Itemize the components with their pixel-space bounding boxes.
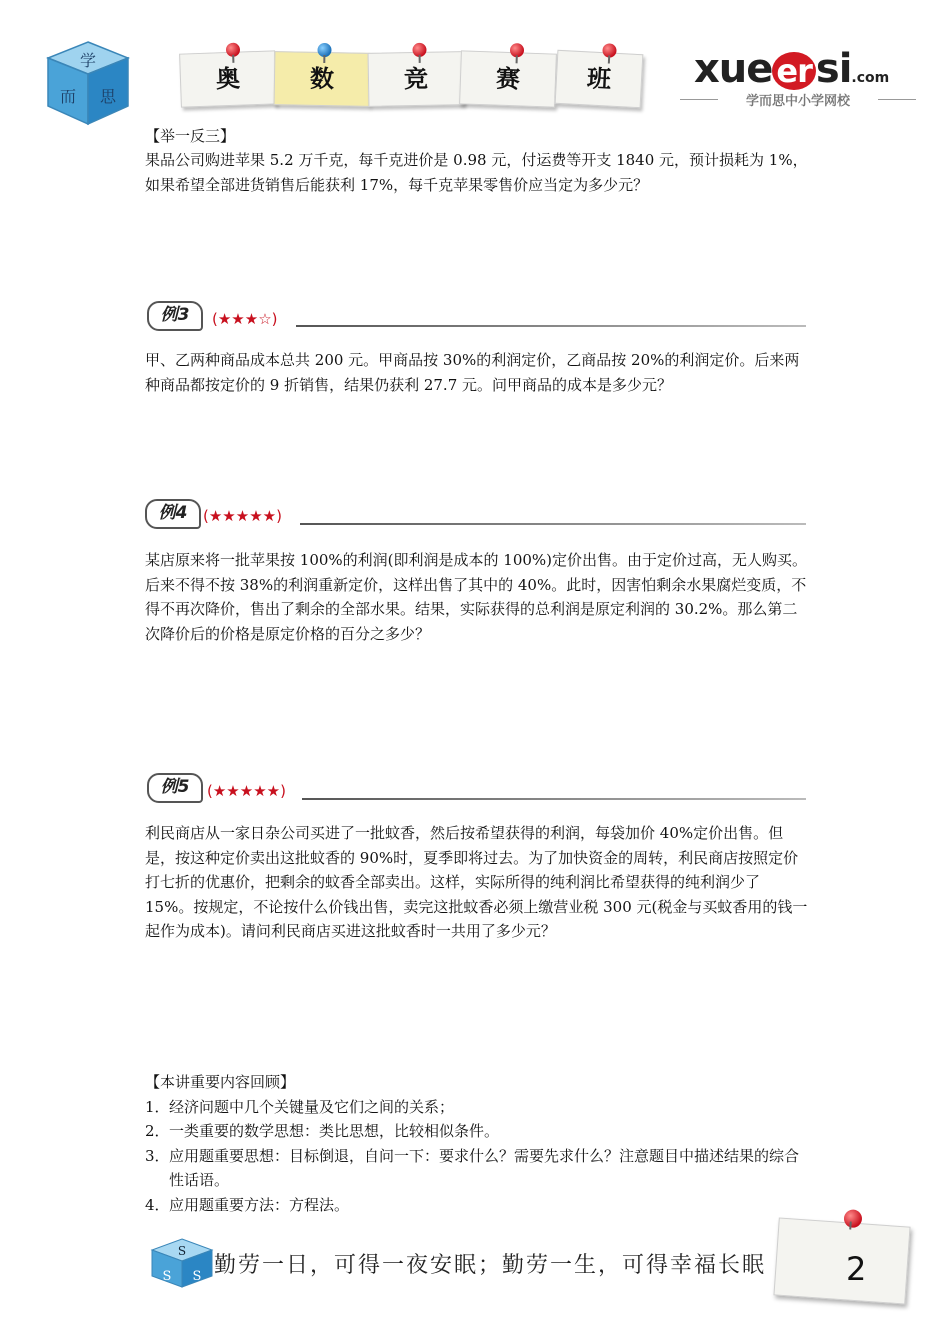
difficulty-stars-5: (★★★★★) xyxy=(207,782,286,800)
example-text-4: 某店原来将一批苹果按 100%的利润(即利润是成本的 100%)定价出售。由于定价过高，无人购买。后来不得不按 38%的利润重新定价，这样出售了其中的 40%。此时，因害怕剩余水果腐烂变质，不得不再次降价，售出了剩余的全部水果。结果，实际获得的总利润是原定利润的 30.2%。那么第二次降价后的价格是原定价格的百分之多少？ xyxy=(145,551,808,643)
review-item-number: 1． xyxy=(145,1097,170,1116)
header-tab-5 xyxy=(555,50,644,108)
cube-char-1: 学 xyxy=(79,51,97,70)
section-rule xyxy=(300,523,806,525)
header-tab-label: 奥 xyxy=(215,64,241,94)
example-label-3: 例3 xyxy=(147,301,203,331)
review-item-text: 应用题重要方法：方程法。 xyxy=(169,1195,350,1214)
logo-text-accent: er xyxy=(772,52,815,90)
example-label-5: 例5 xyxy=(147,773,203,803)
xueersi-logo xyxy=(694,46,889,92)
pin-icon xyxy=(412,43,426,57)
section-rule xyxy=(296,325,806,327)
header-tab-label: 班 xyxy=(586,64,612,94)
review-item-text: 经济问题中几个关键量及它们之间的关系； xyxy=(169,1097,455,1116)
logo-suffix: .com xyxy=(851,70,890,86)
pin-icon xyxy=(602,43,617,58)
review-heading: 【本讲重要内容回顾】 xyxy=(145,1073,296,1091)
xueersi-cube-logo xyxy=(46,40,130,126)
header-tab-4 xyxy=(459,50,557,107)
logo-text-post: si xyxy=(815,46,852,92)
header-tab-label: 竞 xyxy=(403,64,429,94)
header-tab-2 xyxy=(274,51,371,107)
section-rule xyxy=(302,798,806,800)
difficulty-stars-3: (★★★☆) xyxy=(212,310,278,328)
header-tab-1 xyxy=(179,50,277,107)
footer-motto: 勤劳一日，可得一夜安眠；勤劳一生，可得幸福长眠 xyxy=(214,1253,767,1278)
pin-icon xyxy=(226,43,240,57)
page-note-card xyxy=(773,1217,910,1304)
practice-text: 果品公司购进苹果 5.2 万千克，每千克进价是 0.98 元，付运费等开支 1840 元，预计损耗为 1%，如果希望全部进货销售后能获利 17%，每千克苹果零售价应当定为多少元？ xyxy=(145,151,808,194)
logo-text-pre: xue xyxy=(694,46,773,92)
review-item-text: 一类重要的数学思想：类比思想，比较相似条件。 xyxy=(169,1122,500,1140)
cube-char-3: 思 xyxy=(99,87,117,106)
sss-letter-3: S xyxy=(192,1269,202,1284)
sss-letter-2: S xyxy=(162,1269,172,1284)
review-item-number: 2． xyxy=(145,1122,170,1140)
review-item-number: 4． xyxy=(145,1195,170,1214)
review-item-text: 应用题重要思想：目标倒退，自问一下：要求什么？需要先求什么？注意题目中描述结果的综合性话语。 xyxy=(169,1146,800,1189)
review-item xyxy=(145,1095,810,1120)
pin-icon xyxy=(510,43,524,57)
difficulty-stars-4: (★★★★★) xyxy=(203,507,282,525)
pin-icon xyxy=(843,1209,862,1228)
review-section xyxy=(145,1070,810,1217)
example-text-3: 甲、乙两种商品成本总共 200 元。甲商品按 30%的利润定价，乙商品按 20%的利润定价。后来两种商品都按定价的 9 折销售，结果仍获利 27.7 元。问甲商品的成本是多少元？ xyxy=(145,351,800,394)
pin-icon xyxy=(317,43,331,57)
cube-char-2: 而 xyxy=(59,87,77,106)
page-number: 2 xyxy=(846,1250,867,1288)
sss-letter-1: S xyxy=(177,1244,187,1258)
header-tab-label: 赛 xyxy=(495,64,521,94)
review-item xyxy=(145,1119,810,1144)
sss-cube-icon xyxy=(150,1238,214,1288)
example-text-5: 利民商店从一家日杂公司买进了一批蚊香，然后按希望获得的利润，每袋加价 40%定价出售。但是，按这种定价卖出这批蚊香的 90%时，夏季即将过去。为了加快资金的周转，利民商店按照定价打七折的优惠价，把剩余的蚊香全部卖出。这样，实际所得的纯利润比希望获得的纯利润少了 15%。按规定，不论按什么价钱出售，卖完这批蚊香必须上缴营业税 300 元(税金与买蚊香用的钱一起作为成本)。请问利民商店买进这批蚊香时一共用了多少元？ xyxy=(145,824,808,940)
header-tab-3 xyxy=(368,51,465,107)
practice-heading: 【举一反三】 xyxy=(145,127,236,145)
review-item xyxy=(145,1144,810,1193)
review-item-number: 3． xyxy=(145,1146,170,1165)
logo-subtitle: 学而思中小学网校 xyxy=(680,90,916,109)
review-item xyxy=(145,1193,810,1218)
header-tab-label: 数 xyxy=(309,64,335,94)
example-label-4: 例4 xyxy=(145,499,201,529)
